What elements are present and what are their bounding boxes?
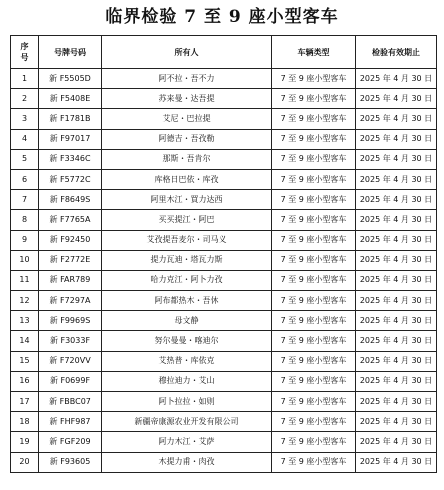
cell-valid-until: 2025 年 4 月 30 日 [356,291,437,311]
cell-valid-until: 2025 年 4 月 30 日 [356,89,437,109]
header-vehicle-type: 车辆类型 [272,36,356,69]
cell-valid-until: 2025 年 4 月 30 日 [356,109,437,129]
cell-seq: 8 [11,210,39,230]
cell-plate: 新 F5772C [39,169,102,189]
cell-plate: 新 F5408E [39,89,102,109]
cell-owner: 阿布都热木・吾休 [102,291,272,311]
cell-owner: 提力瓦迪・塔瓦力斯 [102,250,272,270]
table-row [11,291,437,311]
table-row [11,270,437,290]
cell-valid-until: 2025 年 4 月 30 日 [356,432,437,452]
vehicle-inspection-table [10,35,437,473]
cell-seq: 9 [11,230,39,250]
cell-valid-until: 2025 年 4 月 30 日 [356,169,437,189]
cell-vehicle-type: 7 至 9 座小型客车 [272,129,356,149]
header-plate: 号牌号码 [39,36,102,69]
cell-seq: 14 [11,331,39,351]
cell-plate: 新 F93605 [39,452,102,472]
cell-seq: 15 [11,351,39,371]
cell-owner: 库格日巴依・库孜 [102,169,272,189]
cell-valid-until: 2025 年 4 月 30 日 [356,452,437,472]
cell-vehicle-type: 7 至 9 座小型客车 [272,351,356,371]
cell-vehicle-type: 7 至 9 座小型客车 [272,371,356,391]
table-row [11,412,437,432]
cell-seq: 1 [11,69,39,89]
cell-seq: 19 [11,432,39,452]
cell-seq: 2 [11,89,39,109]
cell-plate: 新 F1781B [39,109,102,129]
cell-plate: 新 F97017 [39,129,102,149]
table-row [11,69,437,89]
header-seq: 序号 [11,36,39,69]
table-row [11,311,437,331]
cell-vehicle-type: 7 至 9 座小型客车 [272,452,356,472]
cell-valid-until: 2025 年 4 月 30 日 [356,69,437,89]
cell-vehicle-type: 7 至 9 座小型客车 [272,331,356,351]
cell-valid-until: 2025 年 4 月 30 日 [356,412,437,432]
cell-plate: 新 FBBC07 [39,392,102,412]
cell-owner: 哈力克江・阿卜力孜 [102,270,272,290]
cell-owner: 努尔曼曼・喀迪尔 [102,331,272,351]
cell-owner: 阿卜拉拉・如则 [102,392,272,412]
cell-plate: 新 FHF987 [39,412,102,432]
cell-seq: 17 [11,392,39,412]
table-row [11,190,437,210]
cell-seq: 5 [11,149,39,169]
cell-seq: 6 [11,169,39,189]
cell-owner: 阿不拉・吾不力 [102,69,272,89]
cell-owner: 阿德吉・吾孜勒 [102,129,272,149]
page-title: 临界检验 7 至 9 座小型客车 [105,7,339,27]
cell-plate: 新 FAR789 [39,270,102,290]
cell-plate: 新 F7765A [39,210,102,230]
cell-plate: 新 F3346C [39,149,102,169]
cell-owner: 新疆帝康源农业开发有限公司 [102,412,272,432]
cell-owner: 买买提江・阿巴 [102,210,272,230]
cell-owner: 艾孜提吾麦尔・司马义 [102,230,272,250]
cell-seq: 12 [11,291,39,311]
cell-vehicle-type: 7 至 9 座小型客车 [272,230,356,250]
table-row [11,109,437,129]
cell-plate: 新 FGF209 [39,432,102,452]
cell-valid-until: 2025 年 4 月 30 日 [356,230,437,250]
cell-valid-until: 2025 年 4 月 30 日 [356,270,437,290]
cell-owner: 穆拉迪力・艾山 [102,371,272,391]
cell-owner: 艾尼・巴拉提 [102,109,272,129]
cell-valid-until: 2025 年 4 月 30 日 [356,129,437,149]
cell-valid-until: 2025 年 4 月 30 日 [356,190,437,210]
cell-vehicle-type: 7 至 9 座小型客车 [272,190,356,210]
table-row [11,250,437,270]
cell-seq: 4 [11,129,39,149]
cell-seq: 18 [11,412,39,432]
table-row [11,129,437,149]
cell-vehicle-type: 7 至 9 座小型客车 [272,109,356,129]
cell-plate: 新 F7297A [39,291,102,311]
cell-plate: 新 F3033F [39,331,102,351]
table-row [11,89,437,109]
cell-plate: 新 F0699F [39,371,102,391]
cell-valid-until: 2025 年 4 月 30 日 [356,331,437,351]
cell-seq: 13 [11,311,39,331]
table-row [11,432,437,452]
cell-vehicle-type: 7 至 9 座小型客车 [272,311,356,331]
cell-valid-until: 2025 年 4 月 30 日 [356,250,437,270]
cell-seq: 16 [11,371,39,391]
cell-owner: 阿里木江・買力达西 [102,190,272,210]
cell-valid-until: 2025 年 4 月 30 日 [356,149,437,169]
cell-valid-until: 2025 年 4 月 30 日 [356,371,437,391]
table-row [11,230,437,250]
cell-plate: 新 F5505D [39,69,102,89]
cell-seq: 20 [11,452,39,472]
cell-vehicle-type: 7 至 9 座小型客车 [272,412,356,432]
cell-vehicle-type: 7 至 9 座小型客车 [272,169,356,189]
cell-vehicle-type: 7 至 9 座小型客车 [272,392,356,412]
table-row [11,371,437,391]
cell-vehicle-type: 7 至 9 座小型客车 [272,270,356,290]
table-row [11,392,437,412]
cell-vehicle-type: 7 至 9 座小型客车 [272,291,356,311]
cell-vehicle-type: 7 至 9 座小型客车 [272,89,356,109]
cell-plate: 新 F2772E [39,250,102,270]
table-header-row [11,36,437,69]
cell-valid-until: 2025 年 4 月 30 日 [356,311,437,331]
cell-vehicle-type: 7 至 9 座小型客车 [272,432,356,452]
table-row [11,452,437,472]
cell-valid-until: 2025 年 4 月 30 日 [356,210,437,230]
table-row [11,149,437,169]
cell-vehicle-type: 7 至 9 座小型客车 [272,69,356,89]
cell-vehicle-type: 7 至 9 座小型客车 [272,149,356,169]
cell-vehicle-type: 7 至 9 座小型客车 [272,210,356,230]
cell-valid-until: 2025 年 4 月 30 日 [356,392,437,412]
cell-owner: 艾热普・库依克 [102,351,272,371]
header-valid-until: 检验有效期止 [356,36,437,69]
cell-plate: 新 F9969S [39,311,102,331]
cell-seq: 3 [11,109,39,129]
table-row [11,210,437,230]
cell-plate: 新 F720VV [39,351,102,371]
cell-vehicle-type: 7 至 9 座小型客车 [272,250,356,270]
table-row [11,331,437,351]
cell-owner: 苏来曼・达吾提 [102,89,272,109]
cell-seq: 10 [11,250,39,270]
cell-owner: 阿力木江・艾萨 [102,432,272,452]
header-owner: 所有人 [102,36,272,69]
cell-seq: 7 [11,190,39,210]
cell-valid-until: 2025 年 4 月 30 日 [356,351,437,371]
cell-owner: 木提力甫・肉孜 [102,452,272,472]
cell-seq: 11 [11,270,39,290]
cell-owner: 那斯・吾肯尔 [102,149,272,169]
cell-plate: 新 F92450 [39,230,102,250]
table-row [11,351,437,371]
cell-plate: 新 F8649S [39,190,102,210]
table-row [11,169,437,189]
cell-owner: 母文静 [102,311,272,331]
